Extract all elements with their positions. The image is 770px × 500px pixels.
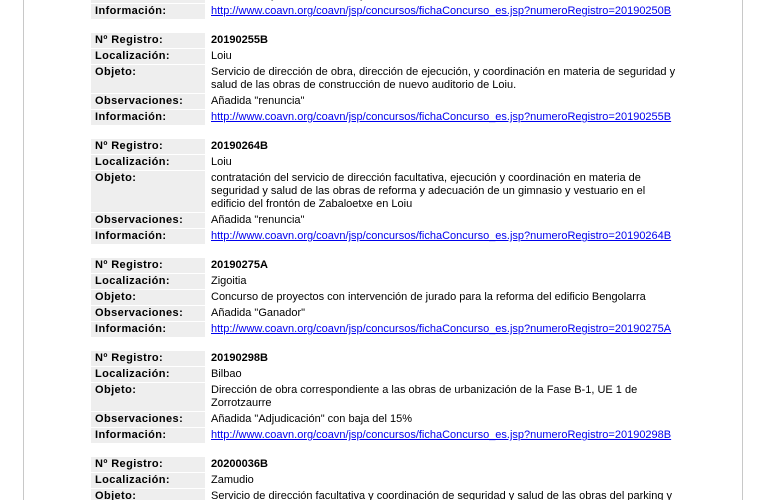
value-informacion xyxy=(209,110,683,125)
records-list xyxy=(91,0,683,500)
label-observaciones xyxy=(91,0,205,3)
value-observaciones xyxy=(209,0,683,3)
record-20190264B xyxy=(91,139,683,244)
label-observaciones: Observaciones: xyxy=(91,306,205,321)
value-informacion xyxy=(209,428,683,443)
row-localizacion xyxy=(91,367,683,382)
row-observaciones xyxy=(91,94,683,109)
value-observaciones: Añadida "renuncia" xyxy=(211,95,305,107)
record-20190255B xyxy=(91,33,683,125)
row-informacion xyxy=(91,428,683,443)
row-objeto xyxy=(91,171,683,212)
row-registro xyxy=(91,139,683,154)
label-informacion: Información: xyxy=(91,229,205,244)
label-registro: Nº Registro: xyxy=(91,351,205,366)
row-informacion xyxy=(91,4,683,19)
info-link[interactable]: http://www.coavn.org/coavn/jsp/concursos/fichaConcurso_es.jsp?numeroRegistro=20190275A xyxy=(211,323,672,335)
label-localizacion: Localización: xyxy=(91,274,205,289)
value-informacion xyxy=(209,4,683,19)
row-observaciones xyxy=(91,306,683,321)
row-informacion xyxy=(91,322,683,337)
value-localizacion: Loiu xyxy=(211,50,232,62)
row-objeto xyxy=(91,383,683,411)
label-objeto: Objeto: xyxy=(91,489,205,500)
value-objeto: Concurso de proyectos con intervención de jurado para la reforma del edificio Bengolarra xyxy=(211,291,646,303)
row-registro xyxy=(91,33,683,48)
value-objeto: Servicio de dirección de obra, dirección de ejecución, y coordinación en materia de seguridad y salud de las obras de construcción de nuevo auditorio de Loiu. xyxy=(211,66,676,91)
label-informacion: Información: xyxy=(91,428,205,443)
value-registro: 20190275A xyxy=(211,259,268,271)
record-20200036B xyxy=(91,457,683,500)
row-localizacion xyxy=(91,274,683,289)
label-localizacion: Localización: xyxy=(91,473,205,488)
row-registro xyxy=(91,351,683,366)
label-localizacion: Localización: xyxy=(91,49,205,64)
label-objeto: Objeto: xyxy=(91,65,205,93)
row-localizacion xyxy=(91,473,683,488)
row-registro xyxy=(91,258,683,273)
value-localizacion: Zamudio xyxy=(211,474,254,486)
value-objeto: contratación del servicio de dirección facultativa, ejecución y coordinación en materia de seguridad y salud de las obras de reforma y adecuación de un gimnasio y vestuario en el edificio del frontón de Zabaloetxe en Loiu xyxy=(211,172,646,210)
label-objeto: Objeto: xyxy=(91,290,205,305)
row-objeto xyxy=(91,290,683,305)
label-informacion: Información: xyxy=(91,322,205,337)
row-registro xyxy=(91,457,683,472)
label-observaciones: Observaciones: xyxy=(91,94,205,109)
value-observaciones: Añadida "Adjudicación" con baja del 15% xyxy=(211,413,413,425)
value-localizacion: Loiu xyxy=(211,156,232,168)
label-objeto: Objeto: xyxy=(91,383,205,411)
value-localizacion: Bilbao xyxy=(211,368,242,380)
info-link[interactable]: http://www.coavn.org/coavn/jsp/concursos/fichaConcurso_es.jsp?numeroRegistro=20190264B xyxy=(211,230,672,242)
value-registro: 20200036B xyxy=(211,458,268,470)
record-20190298B xyxy=(91,351,683,443)
value-registro: 20190255B xyxy=(211,34,268,46)
row-localizacion xyxy=(91,155,683,170)
label-registro: Nº Registro: xyxy=(91,258,205,273)
label-localizacion: Localización: xyxy=(91,155,205,170)
row-objeto xyxy=(91,65,683,93)
row-informacion xyxy=(91,229,683,244)
value-objeto: Dirección de obra correspondiente a las obras de urbanización de la Fase B-1, UE 1 de Zorrotzaurre xyxy=(211,384,638,409)
row-localizacion xyxy=(91,49,683,64)
row-observaciones xyxy=(91,0,683,3)
value-registro: 20190264B xyxy=(211,140,268,152)
value-informacion xyxy=(209,229,683,244)
value-objeto: Servicio de dirección facultativa y coordinación de seguridad y salud de las obras del parking y xyxy=(211,490,673,500)
label-objeto: Objeto: xyxy=(91,171,205,212)
label-registro: Nº Registro: xyxy=(91,457,205,472)
label-registro: Nº Registro: xyxy=(91,33,205,48)
value-localizacion: Zigoitia xyxy=(211,275,247,287)
label-informacion: Información: xyxy=(91,4,205,19)
value-observaciones: Añadida "Ganador" xyxy=(211,307,306,319)
row-informacion xyxy=(91,110,683,125)
info-link[interactable]: http://www.coavn.org/coavn/jsp/concursos/fichaConcurso_es.jsp?numeroRegistro=20190255B xyxy=(211,111,672,123)
label-registro: Nº Registro: xyxy=(91,139,205,154)
value-informacion xyxy=(209,322,683,337)
row-observaciones xyxy=(91,412,683,427)
record-20190275A xyxy=(91,258,683,337)
row-objeto xyxy=(91,489,683,500)
label-observaciones: Observaciones: xyxy=(91,412,205,427)
value-registro: 20190298B xyxy=(211,352,268,364)
label-informacion: Información: xyxy=(91,110,205,125)
row-observaciones xyxy=(91,213,683,228)
value-observaciones: Añadida "renuncia" xyxy=(211,214,305,226)
record-20190250B xyxy=(91,0,683,19)
label-observaciones: Observaciones: xyxy=(91,213,205,228)
info-link[interactable]: http://www.coavn.org/coavn/jsp/concursos/fichaConcurso_es.jsp?numeroRegistro=20190250B xyxy=(211,5,672,17)
info-link[interactable]: http://www.coavn.org/coavn/jsp/concursos/fichaConcurso_es.jsp?numeroRegistro=20190298B xyxy=(211,429,672,441)
label-localizacion: Localización: xyxy=(91,367,205,382)
